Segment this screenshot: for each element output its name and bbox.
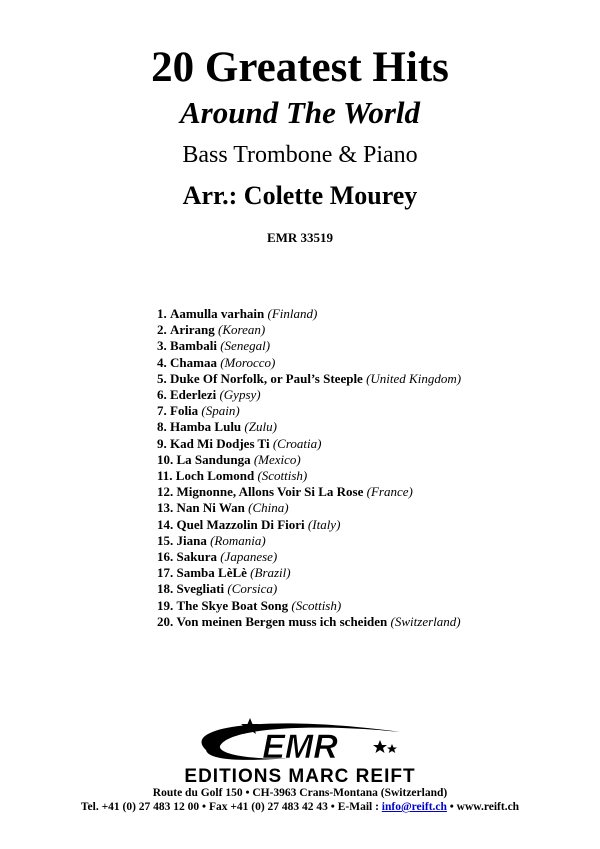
track-origin: (Scottish) xyxy=(257,468,308,484)
website: • www.reift.ch xyxy=(446,801,520,813)
track-item xyxy=(157,338,461,354)
track-item xyxy=(157,517,461,533)
logo-star-icon xyxy=(387,744,397,753)
track-number: 14. xyxy=(157,516,174,532)
track-origin: (Japanese) xyxy=(220,549,278,565)
instrumentation: Bass Trombone & Piano xyxy=(182,142,418,168)
track-number: 10. xyxy=(157,451,174,467)
track-item xyxy=(157,468,461,484)
publisher-name: EDITIONS MARC REIFT xyxy=(184,766,416,786)
track-number: 12. xyxy=(157,484,174,500)
track-item xyxy=(157,387,461,403)
track-item xyxy=(157,565,461,581)
track-number: 17. xyxy=(157,565,174,581)
track-item xyxy=(157,614,461,630)
track-title: Svegliati xyxy=(176,581,225,597)
track-origin: (Spain) xyxy=(201,403,240,419)
track-number: 15. xyxy=(157,532,174,548)
track-number: 8. xyxy=(157,419,167,435)
page-subtitle: Around The World xyxy=(179,95,421,130)
track-title: Jiana xyxy=(176,532,207,548)
track-origin: (Switzerland) xyxy=(390,613,461,629)
track-title: Folia xyxy=(170,403,199,419)
track-origin: (Morocco) xyxy=(220,354,276,370)
track-title: Bambali xyxy=(170,338,217,354)
track-title: La Sandunga xyxy=(176,451,251,467)
track-item xyxy=(157,436,461,452)
track-origin: (Mexico) xyxy=(253,451,301,467)
track-item xyxy=(157,355,461,371)
track-origin: (Croatia) xyxy=(272,435,322,451)
track-item xyxy=(157,581,461,597)
track-origin: (Gypsy) xyxy=(219,387,261,403)
track-number: 5. xyxy=(157,370,167,386)
publisher-logo xyxy=(150,716,450,786)
track-item xyxy=(157,533,461,549)
track-title: Quel Mazzolin Di Fiori xyxy=(176,516,305,532)
page-title: 20 Greatest Hits xyxy=(151,44,449,91)
track-number: 1. xyxy=(157,306,167,321)
track-number: 7. xyxy=(157,403,167,419)
track-title: Aamulla varhain xyxy=(170,306,265,321)
track-number: 13. xyxy=(157,500,174,516)
track-item xyxy=(157,500,461,516)
catalog-number: EMR 33519 xyxy=(266,230,334,245)
track-title: Nan Ni Wan xyxy=(176,500,245,516)
track-origin: (Brazil) xyxy=(250,565,291,581)
track-origin: (Korean) xyxy=(218,322,266,338)
publisher-address: Route du Golf 150 • CH-3963 Crans-Montana (Switzerland) xyxy=(152,787,448,799)
publisher-contact xyxy=(0,800,600,814)
track-origin: (Italy) xyxy=(307,516,341,532)
track-title: Sakura xyxy=(176,549,217,565)
track-title: Loch Lomond xyxy=(175,468,255,484)
track-origin: (Romania) xyxy=(210,532,266,548)
track-origin: (Zulu) xyxy=(244,419,277,435)
track-title: Duke Of Norfolk, or Paul’s Steeple xyxy=(170,370,363,386)
logo-star-icon xyxy=(373,740,387,753)
track-list xyxy=(157,306,461,630)
track-origin: (Finland) xyxy=(267,306,318,321)
track-item xyxy=(157,549,461,565)
track-number: 4. xyxy=(157,354,167,370)
track-item xyxy=(157,371,461,387)
track-item xyxy=(157,452,461,468)
arranger: Arr.: Colette Mourey xyxy=(182,181,418,210)
track-number: 16. xyxy=(157,549,174,565)
track-title: Samba LèLè xyxy=(176,565,247,581)
track-item xyxy=(157,306,461,322)
track-origin: (Scottish) xyxy=(291,597,342,613)
contact-phone-fax: Tel. +41 (0) 27 483 12 00 • Fax +41 (0) 27 483 42 43 • E-Mail : xyxy=(80,801,382,813)
track-item xyxy=(157,598,461,614)
email-link[interactable]: info@reift.ch xyxy=(381,801,447,813)
track-number: 19. xyxy=(157,597,174,613)
track-origin: (Corsica) xyxy=(227,581,278,597)
track-title: The Skye Boat Song xyxy=(176,597,289,613)
track-origin: (Senegal) xyxy=(220,338,271,354)
track-origin: (United Kingdom) xyxy=(366,370,462,386)
track-item xyxy=(157,322,461,338)
track-number: 11. xyxy=(157,468,173,484)
track-number: 18. xyxy=(157,581,174,597)
track-item xyxy=(157,484,461,500)
track-item xyxy=(157,403,461,419)
track-item xyxy=(157,419,461,435)
track-origin: (France) xyxy=(366,484,413,500)
track-number: 6. xyxy=(157,387,167,403)
track-title: Kad Mi Dodjes Ti xyxy=(170,435,270,451)
track-title: Chamaa xyxy=(170,354,217,370)
track-number: 3. xyxy=(157,338,167,354)
track-title: Hamba Lulu xyxy=(170,419,242,435)
track-title: Ederlezi xyxy=(170,387,217,403)
track-number: 9. xyxy=(157,435,167,451)
track-title: Von meinen Bergen muss ich scheiden xyxy=(176,613,388,629)
logo-emr-text: EMR xyxy=(262,728,338,766)
track-title: Arirang xyxy=(170,322,215,338)
track-number: 20. xyxy=(157,613,174,629)
track-origin: (China) xyxy=(248,500,289,516)
track-number: 2. xyxy=(157,322,167,338)
track-title: Mignonne, Allons Voir Si La Rose xyxy=(176,484,364,500)
